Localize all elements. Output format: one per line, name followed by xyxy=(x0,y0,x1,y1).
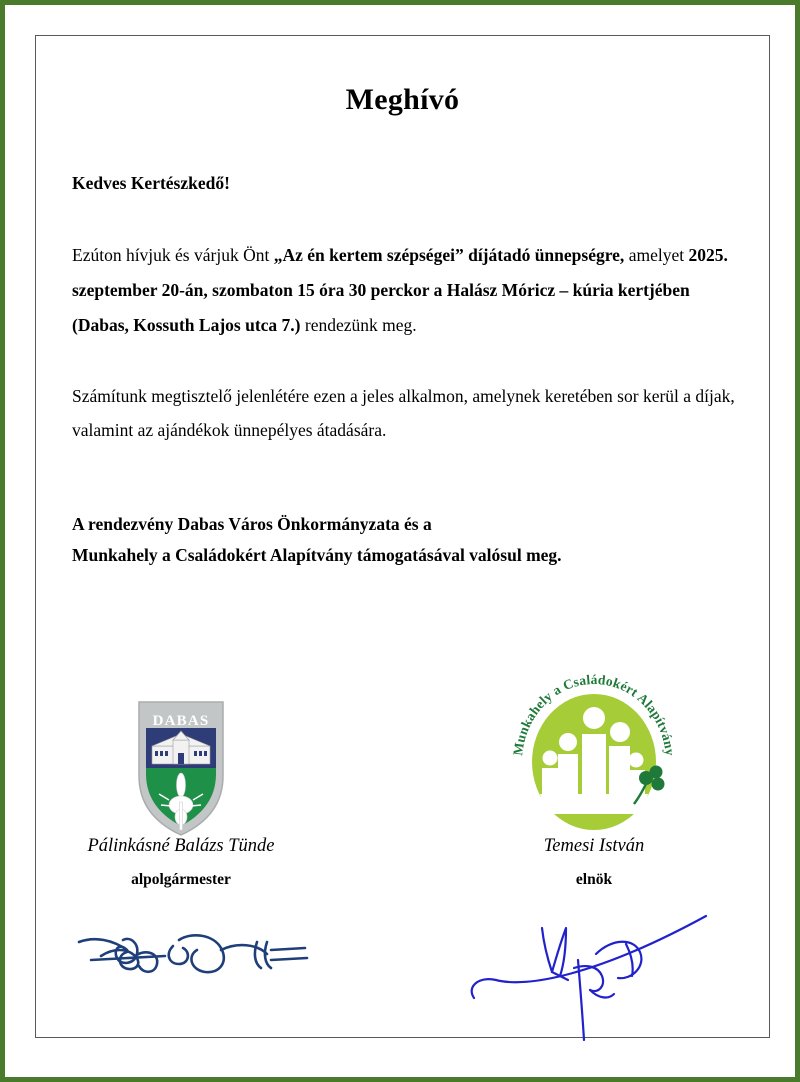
signature-left-slot xyxy=(61,898,361,1013)
signer-block-right xyxy=(464,836,724,889)
invitation-tail: rendezünk meg. xyxy=(300,315,417,335)
signature-mark-right xyxy=(456,898,756,1048)
invitation-middle: amelyet xyxy=(628,245,689,265)
paragraph-invitation xyxy=(72,238,741,343)
page-title: Meghívó xyxy=(345,83,460,116)
signer-title-left: alpolgármester xyxy=(131,871,231,888)
document-body xyxy=(36,173,769,571)
logos-row xyxy=(36,654,769,844)
support-line-2: Munkahely a Családokért Alapítvány támogatásával valósul meg. xyxy=(72,544,562,565)
signature-mark-left xyxy=(61,898,361,1008)
signer-name-left: Pálinkásné Balázs Tünde xyxy=(87,836,275,856)
signature-right-slot xyxy=(456,898,756,1053)
signer-title-right: elnök xyxy=(575,871,613,888)
foundation-logo-icon xyxy=(494,654,694,844)
salutation-text: Kedves Kertészkedő! xyxy=(72,173,230,193)
foundation-logo-slot xyxy=(494,654,694,844)
invitation-datetime-place: 2025. szeptember 20-án, szombaton 15 óra 30 perckor a Halász Móricz – kúria kertjében (Dabas, Kossuth Lajos utca 7.) xyxy=(72,245,728,335)
invitation-event-name: „Az én kertem szépségei” díjátadó ünnepségre, xyxy=(273,245,625,265)
signer-name-right: Temesi István xyxy=(543,836,645,856)
signatures-row xyxy=(36,898,769,1048)
document-card xyxy=(35,35,770,1038)
dabas-coat-of-arms-icon xyxy=(81,654,281,844)
foundation-curved-text: Munkahely a Családokért Alapítvány xyxy=(510,671,678,757)
support-line-1: A rendezvény Dabas Város Önkormányzata és a xyxy=(72,514,432,535)
paragraph-support xyxy=(72,509,741,570)
dabas-logo-slot xyxy=(81,654,281,844)
invitation-lead: Ezúton hívjuk és várjuk Önt xyxy=(72,245,274,265)
dabas-shield-label: DABAS xyxy=(152,713,210,729)
paragraph-attendance: Számítunk megtisztelő jelenlétére ezen a jeles alkalmon, amelynek keretében sor kerül a díjak, valamint az ajándékok ünnepélyes átadására. xyxy=(72,386,735,441)
signer-block-left xyxy=(51,836,311,889)
